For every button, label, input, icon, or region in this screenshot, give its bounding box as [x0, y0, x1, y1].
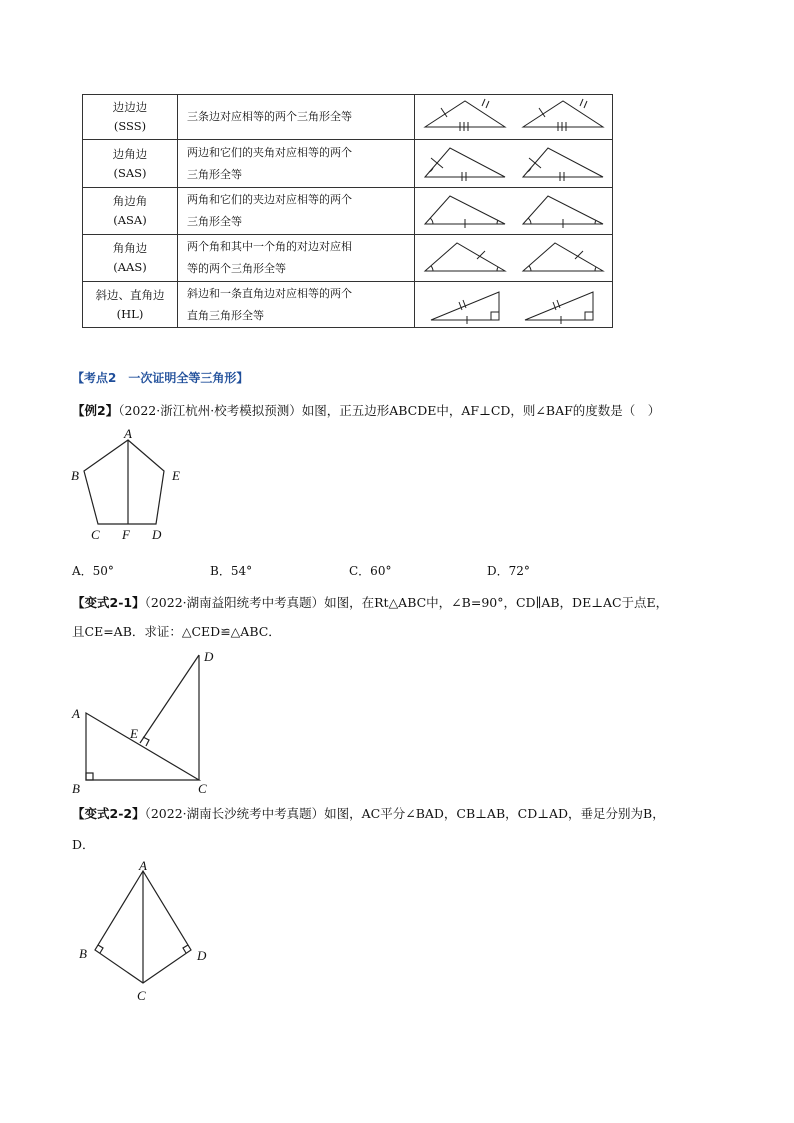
- right-angle-b: [86, 773, 93, 780]
- rule-name-cell: [83, 188, 178, 235]
- label-f: F: [122, 527, 130, 542]
- label-a: A: [124, 428, 132, 441]
- rule-abbr: (SSS): [113, 119, 147, 133]
- table-row: [83, 140, 613, 188]
- hl-triangles-figure: [415, 282, 612, 327]
- label-b: B: [79, 946, 87, 961]
- triangle-abc: [86, 713, 199, 780]
- example2-tag: 【例2】: [72, 403, 119, 418]
- variant22-line2: D．: [72, 837, 95, 852]
- example2-text: （2022·浙江杭州·校考模拟预测）如图，正五边形ABCDE中，AF⊥CD，则∠BAF的度数是（ ）: [118, 403, 661, 418]
- rule-figure-cell: [415, 188, 613, 235]
- rule-name: 角边角: [112, 194, 148, 208]
- right-triangle-figure: [64, 645, 224, 800]
- section-heading: 【考点2 一次证明全等三角形】: [72, 371, 249, 385]
- label-d: D: [197, 948, 207, 963]
- aas-triangles-figure: [415, 235, 612, 281]
- table-row: [83, 188, 613, 235]
- option-b[interactable]: B．54°: [210, 564, 253, 578]
- table-row: [83, 235, 613, 282]
- example2-question: [72, 401, 660, 419]
- variant21-line2: 且CE=AB．求证：△CED≌△ABC．: [72, 624, 281, 639]
- rule-abbr: (HL): [116, 306, 144, 321]
- label-d: D: [204, 649, 214, 664]
- label-c: C: [91, 527, 100, 542]
- rule-name-cell: [83, 140, 178, 188]
- label-a: A: [139, 858, 147, 873]
- label-d: D: [152, 527, 162, 542]
- rule-name: 边角边: [112, 146, 148, 161]
- rule-description: 直角三角形全等: [187, 308, 264, 322]
- rule-description-cell: [178, 140, 415, 188]
- variant21-question: [72, 593, 668, 611]
- kite-figure: [70, 855, 220, 1005]
- right-angle-d: [183, 945, 188, 953]
- rule-description: 三角形全等: [187, 167, 242, 181]
- rule-abbr: (SAS): [113, 165, 147, 180]
- asa-triangles-figure: [415, 188, 612, 234]
- congruence-rules-table: [82, 94, 613, 328]
- right-angle-b: [98, 945, 103, 953]
- rule-name: 边边边: [112, 100, 148, 114]
- rule-figure-cell: [415, 140, 613, 188]
- rule-description-cell: [178, 95, 415, 140]
- variant22-question: [72, 804, 665, 822]
- label-c: C: [198, 781, 207, 796]
- table-row: [83, 282, 613, 328]
- rule-description: 两个角和其中一个角的对边对应相: [187, 240, 352, 253]
- table-row: [83, 95, 613, 140]
- label-e: E: [130, 726, 138, 741]
- option-d[interactable]: D．72°: [487, 564, 530, 578]
- rule-abbr: (ASA): [113, 213, 147, 227]
- rule-name-cell: [83, 235, 178, 282]
- rule-name-cell: [83, 282, 178, 328]
- rule-name-cell: [83, 95, 178, 140]
- rule-description: 三角形全等: [187, 215, 242, 228]
- rule-description: 三条边对应相等的两个三角形全等: [187, 110, 352, 123]
- rule-description-cell: [178, 188, 415, 235]
- label-b: B: [71, 468, 79, 483]
- pentagon-shape: [84, 440, 164, 524]
- rule-description-cell: [178, 282, 415, 328]
- rule-name: 角角边: [112, 241, 148, 255]
- rule-abbr: (AAS): [113, 260, 147, 274]
- variant22-line1: （2022·湖南长沙统考中考真题）如图，AC平分∠BAD，CB⊥AB，CD⊥AD，垂足分别为B，: [144, 806, 665, 821]
- rule-description: 两角和它们的夹边对应相等的两个: [187, 193, 352, 206]
- rule-figure-cell: [415, 235, 613, 282]
- pentagon-figure: [66, 428, 196, 546]
- sss-triangles-figure: [415, 95, 612, 139]
- rule-description-cell: [178, 235, 415, 282]
- rule-figure-cell: [415, 95, 613, 140]
- variant22-tag: 【变式2-2】: [72, 806, 145, 821]
- variant21-line1: （2022·湖南益阳统考中考真题）如图，在Rt△ABC中，∠B=90°，CD∥AB，DE⊥AC于点E，: [144, 595, 669, 610]
- rule-figure-cell: [415, 282, 613, 328]
- label-c: C: [137, 988, 146, 1003]
- label-e: E: [172, 468, 180, 483]
- label-a: A: [72, 706, 80, 721]
- segment-de: [140, 655, 199, 743]
- rule-description: 两边和它们的夹角对应相等的两个: [187, 145, 352, 159]
- rule-description: 斜边和一条直角边对应相等的两个: [187, 286, 352, 300]
- option-a[interactable]: A．50°: [72, 564, 114, 578]
- rule-description: 等的两个三角形全等: [187, 262, 286, 275]
- rule-name: 斜边、直角边: [95, 287, 165, 302]
- variant21-tag: 【变式2-1】: [72, 595, 145, 610]
- option-c[interactable]: C．60°: [349, 564, 392, 578]
- label-b: B: [72, 781, 80, 796]
- right-angle-e: [143, 737, 149, 746]
- sas-triangles-figure: [415, 140, 612, 187]
